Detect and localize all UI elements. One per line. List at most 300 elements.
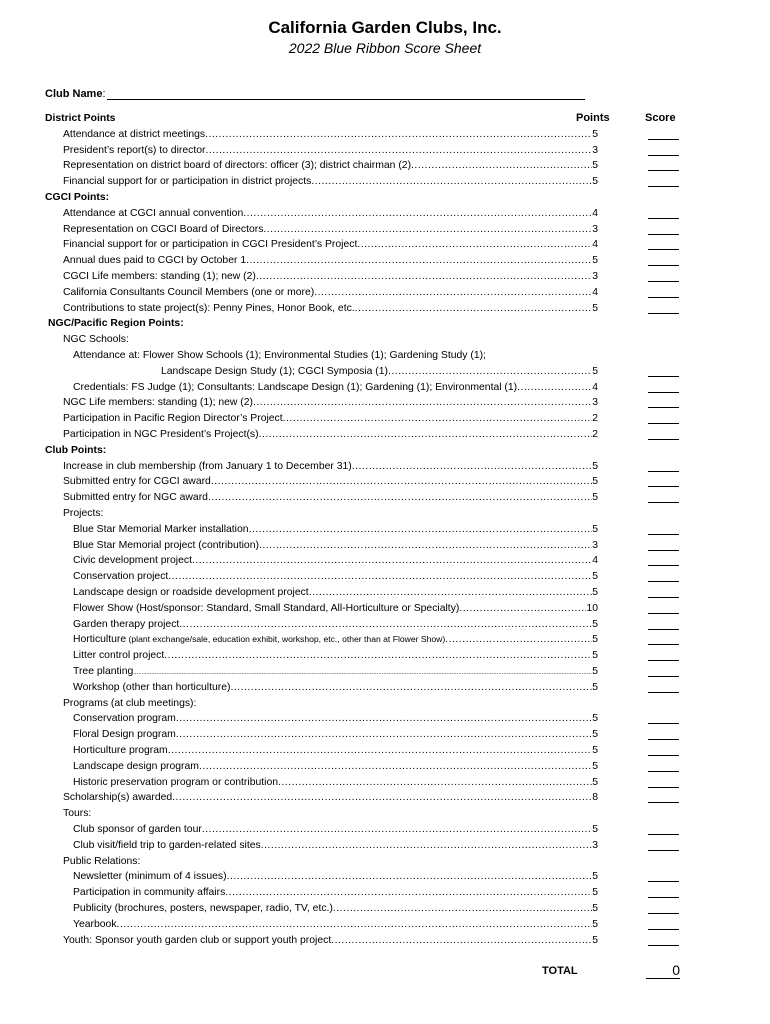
item-leader (73, 743, 598, 759)
score-item-row (0, 427, 770, 443)
item-description (73, 553, 192, 569)
score-item-row (0, 933, 770, 949)
item-description-text: Representation on CGCI Board of Directors (63, 223, 264, 235)
item-points: 5 (592, 713, 598, 725)
item-points: 5 (592, 365, 598, 377)
item-leader (73, 380, 598, 396)
subsection-label (0, 348, 770, 364)
score-blank[interactable] (648, 376, 679, 377)
item-leader (63, 395, 598, 411)
item-leader (73, 822, 598, 838)
item-leader (73, 538, 598, 554)
dot-leader (168, 743, 593, 759)
item-description (73, 885, 225, 901)
item-description-text: Blue Star Memorial project (contribution) (73, 539, 259, 551)
score-blank[interactable] (648, 170, 679, 171)
score-column-header: Score (645, 112, 676, 124)
score-blank[interactable] (648, 945, 679, 946)
item-description (63, 933, 331, 949)
item-description-text: Blue Star Memorial Marker installation (73, 523, 249, 535)
item-description (63, 395, 253, 411)
score-blank[interactable] (648, 392, 679, 393)
item-description-text: Publicity (brochures, posters, newspaper, radio, TV, etc.) (73, 903, 333, 914)
dot-leader (445, 632, 592, 648)
item-description-text: Yearbook (73, 918, 117, 930)
section-heading (0, 443, 770, 459)
score-blank[interactable] (648, 423, 679, 424)
total-label: TOTAL (542, 965, 578, 977)
item-description (73, 632, 445, 648)
dot-leader (331, 933, 592, 949)
item-leader (63, 174, 598, 190)
club-name-input-line[interactable] (107, 88, 585, 100)
dot-leader (249, 522, 593, 538)
item-points: 5 (592, 571, 598, 583)
score-blank[interactable] (648, 249, 679, 250)
score-blank[interactable] (648, 597, 679, 598)
item-points: 5 (592, 476, 598, 488)
subsection-label-text: Programs (at club meetings): (63, 697, 197, 709)
item-description-text: Youth: Sponsor youth garden club or support youth project (63, 934, 332, 946)
item-description (63, 222, 263, 238)
item-points: 5 (592, 302, 598, 314)
item-points: 5 (592, 255, 598, 267)
score-blank[interactable] (648, 660, 679, 661)
item-description-text: Landscape Design Study (1); CGCI Symposia (1) (161, 365, 388, 377)
item-description (73, 727, 176, 743)
item-points: 2 (592, 429, 598, 440)
score-item-row (0, 474, 770, 490)
dot-leader (192, 553, 592, 569)
item-description (73, 917, 117, 933)
score-item-row (0, 917, 770, 933)
item-leader (73, 775, 598, 791)
item-leader (63, 127, 598, 143)
item-leader (73, 522, 598, 538)
score-item-row (0, 680, 770, 696)
score-blank[interactable] (648, 155, 679, 156)
score-item-row (0, 632, 770, 648)
dot-leader (314, 285, 592, 301)
item-points: 5 (592, 934, 598, 946)
section-heading (0, 316, 770, 332)
score-blank[interactable] (648, 581, 679, 582)
score-blank[interactable] (648, 407, 679, 408)
score-blank[interactable] (648, 502, 679, 503)
score-item-row (0, 743, 770, 759)
item-description (73, 617, 179, 633)
score-blank[interactable] (648, 218, 679, 219)
item-points: 3 (592, 839, 598, 851)
item-description-text: Financial support for or participation in district projects (63, 176, 312, 188)
item-description (63, 427, 259, 443)
item-points: 5 (592, 760, 598, 772)
score-item-row (0, 127, 770, 143)
item-description-text: Civic development project (73, 555, 192, 567)
score-blank[interactable] (648, 439, 679, 440)
item-description-text: Litter control project (73, 650, 165, 662)
dot-leader (176, 727, 592, 743)
score-blank[interactable] (648, 139, 679, 140)
item-points: 4 (592, 239, 598, 251)
score-blank[interactable] (648, 629, 679, 630)
item-leader (73, 553, 598, 569)
item-points: 5 (592, 871, 598, 883)
score-blank[interactable] (648, 297, 679, 298)
item-description (73, 822, 202, 838)
section-heading-text: Club Points: (45, 444, 107, 456)
score-blank[interactable] (648, 313, 679, 314)
item-description-text: Attendance at district meetings (63, 128, 206, 140)
item-description-text: California Consultants Council Members (one or more) (63, 286, 315, 298)
score-blank[interactable] (648, 771, 679, 772)
dot-leader (311, 174, 592, 190)
dot-leader (205, 143, 592, 159)
club-name-field[interactable] (45, 88, 585, 100)
item-leader (63, 790, 598, 806)
item-leader (73, 711, 598, 727)
subsection-label (0, 332, 770, 348)
item-leader (161, 364, 598, 380)
item-description (73, 538, 259, 554)
score-item-row (0, 822, 770, 838)
score-item-row (0, 838, 770, 854)
score-blank[interactable] (648, 265, 679, 266)
item-points: 5 (592, 618, 598, 630)
dot-leader (388, 364, 592, 380)
item-description-text: Club sponsor of garden tour (73, 824, 202, 835)
item-description-text: Landscape design program (73, 760, 199, 772)
score-item-row (0, 143, 770, 159)
item-points: 5 (592, 492, 598, 504)
subsection-label (0, 806, 770, 822)
dot-leader (227, 869, 593, 885)
score-blank[interactable] (648, 755, 679, 756)
item-leader (73, 838, 598, 854)
item-points: 5 (592, 650, 598, 662)
item-leader (63, 206, 598, 222)
item-leader (73, 601, 598, 617)
section-heading (0, 111, 770, 127)
score-item-row (0, 585, 770, 601)
item-points: 3 (592, 397, 598, 409)
item-description-text: Landscape design or roadside development project (73, 587, 309, 598)
item-points: 5 (592, 523, 598, 535)
item-description (63, 490, 208, 506)
item-points: 3 (592, 144, 598, 156)
item-description (63, 206, 243, 222)
score-blank[interactable] (648, 739, 679, 740)
score-blank[interactable] (648, 802, 679, 803)
item-description (63, 411, 283, 427)
score-blank[interactable] (648, 913, 679, 914)
score-blank[interactable] (648, 565, 679, 566)
item-leader (73, 680, 598, 696)
item-description-text: Club visit/field trip to garden-related sites (73, 839, 261, 851)
score-item-row (0, 206, 770, 222)
item-description (73, 585, 309, 601)
item-points: 3 (592, 271, 598, 282)
item-description-text: Conservation project (73, 571, 169, 583)
item-description-text: Attendance at CGCI annual convention (63, 207, 244, 219)
score-item-row (0, 648, 770, 664)
subsection-label (0, 854, 770, 870)
subsection-label-text: Attendance at: Flower Show Schools (1); Environmental Studies (1); Gardening Study (1); (73, 350, 486, 361)
dot-leader (256, 269, 592, 285)
item-description-text: Credentials: FS Judge (1); Consultants: Landscape Design (1); Gardening (1); Environmental (1) (73, 381, 518, 393)
dot-leader (283, 411, 593, 427)
item-description-text: Financial support for or participation in CGCI President’s Project (63, 239, 358, 251)
score-blank[interactable] (648, 613, 679, 614)
item-description (63, 285, 314, 301)
item-description (63, 237, 357, 253)
score-blank[interactable] (648, 881, 679, 882)
score-item-row (0, 601, 770, 617)
item-description-text: NGC Life members: standing (1); new (2) (63, 397, 253, 409)
item-leader (63, 411, 598, 427)
dot-leader (411, 158, 592, 174)
dot-leader (517, 380, 592, 396)
item-description-text: Workshop (other than horticulture) (73, 681, 231, 693)
document-title: California Garden Clubs, Inc. (268, 18, 502, 37)
item-description-text: Annual dues paid to CGCI by October 1 (63, 255, 247, 267)
score-blank[interactable] (648, 850, 679, 851)
item-description-text: Flower Show (Host/sponsor: Standard, Small Standard, All-Horticulture or Specialty) (73, 602, 460, 614)
item-description-text: Historic preservation program or contribution (73, 776, 279, 788)
item-points: 5 (592, 776, 598, 788)
section-heading-text: District Points (45, 113, 116, 124)
dot-leader (243, 206, 592, 222)
dot-leader (199, 759, 592, 775)
item-description-text: Increase in club membership (from January 1 to December 31) (63, 460, 352, 472)
item-leader (73, 759, 598, 775)
item-points: 5 (592, 160, 598, 172)
item-leader (73, 917, 598, 933)
item-leader (73, 617, 598, 633)
item-leader (63, 269, 598, 285)
subsection-label-text: Tours: (63, 808, 92, 820)
subsection-label (0, 696, 770, 712)
subsection-label-text: NGC Schools: (63, 334, 129, 346)
dot-leader (309, 585, 593, 601)
item-description (63, 174, 311, 190)
item-description (63, 301, 355, 317)
item-description-text: Participation in Pacific Region Director’s Project (63, 413, 283, 425)
dot-leader (179, 617, 592, 633)
item-description-text: Scholarship(s) awarded (63, 792, 173, 804)
item-points: 3 (592, 539, 598, 551)
score-item-row (0, 790, 770, 806)
score-item-row (0, 885, 770, 901)
item-leader (73, 585, 598, 601)
item-description-text: Participation in NGC President’s Project(s) (63, 429, 259, 440)
score-item-row (0, 727, 770, 743)
item-points: 5 (592, 918, 598, 930)
score-item-row (0, 237, 770, 253)
dot-leader (117, 917, 593, 933)
item-leader (73, 869, 598, 885)
item-points: 5 (592, 587, 598, 598)
item-description-text: Conservation program (73, 713, 176, 725)
item-points: 5 (592, 176, 598, 188)
item-points: 4 (592, 381, 598, 393)
item-description (63, 790, 172, 806)
dot-leader (355, 301, 593, 317)
item-points: 5 (592, 745, 598, 756)
section-heading (0, 190, 770, 206)
score-item-row (0, 364, 770, 380)
item-leader (73, 569, 598, 585)
score-item-row (0, 553, 770, 569)
item-description (63, 127, 205, 143)
score-blank[interactable] (648, 929, 679, 930)
item-description-text: Tree planting (73, 666, 134, 677)
score-blank[interactable] (648, 550, 679, 551)
score-blank[interactable] (648, 234, 679, 235)
score-item-row (0, 522, 770, 538)
dot-leader (172, 790, 592, 806)
item-description (73, 711, 176, 727)
item-points: 5 (592, 128, 598, 140)
score-item-row (0, 490, 770, 506)
dot-leader (459, 601, 586, 617)
score-item-row (0, 285, 770, 301)
item-leader (63, 933, 598, 949)
score-blank[interactable] (648, 787, 679, 788)
item-leader (63, 490, 598, 506)
document-subtitle: 2022 Blue Ribbon Score Sheet (288, 40, 482, 56)
score-blank[interactable] (648, 692, 679, 693)
item-leader (73, 648, 598, 664)
club-name-label: Club Name (45, 88, 103, 100)
score-blank[interactable] (648, 471, 679, 472)
item-description (63, 269, 256, 285)
item-description-text: CGCI Life members: standing (1); new (2) (63, 271, 256, 282)
item-description (63, 143, 205, 159)
item-description-note: (plant exchange/sale, education exhibit, workshop, etc., other than at Flower Show) (126, 634, 446, 645)
item-points: 5 (592, 634, 598, 646)
total-value[interactable]: 0 (646, 962, 680, 979)
item-description (73, 601, 459, 617)
item-description (73, 664, 133, 680)
score-blank[interactable] (648, 486, 679, 487)
dot-leader (176, 711, 592, 727)
item-points: 5 (592, 666, 598, 677)
dot-leader (352, 459, 592, 475)
item-description-text: President’s report(s) to director (63, 144, 206, 156)
item-points: 8 (592, 792, 598, 804)
item-description-text: Newsletter (minimum of 4 issues) (73, 871, 227, 883)
item-description (73, 775, 278, 791)
item-description (63, 158, 411, 174)
score-blank[interactable] (648, 676, 679, 677)
item-leader (63, 474, 598, 490)
score-item-row (0, 869, 770, 885)
score-blank[interactable] (648, 534, 679, 535)
item-points: 4 (592, 555, 598, 567)
dot-leader (278, 775, 592, 791)
dot-leader (253, 395, 592, 411)
score-item-row (0, 301, 770, 317)
score-item-row (0, 775, 770, 791)
subsection-label (0, 506, 770, 522)
dot-leader (259, 538, 592, 554)
item-description-text: Floral Design program (73, 729, 176, 741)
score-item-row (0, 411, 770, 427)
item-leader (63, 143, 598, 159)
dot-leader (246, 253, 592, 269)
score-blank[interactable] (648, 186, 679, 187)
item-points: 3 (592, 223, 598, 235)
score-blank[interactable] (648, 723, 679, 724)
item-description (63, 459, 352, 475)
score-blank[interactable] (648, 834, 679, 835)
score-blank[interactable] (648, 644, 679, 645)
item-description (73, 648, 164, 664)
dot-leader (259, 427, 593, 443)
item-leader (63, 158, 598, 174)
item-points: 2 (592, 413, 598, 425)
item-description-text: Participation in community affairs (73, 887, 226, 899)
subsection-label-text: Public Relations: (63, 855, 141, 867)
item-leader (73, 901, 598, 917)
score-item-row (0, 253, 770, 269)
item-description (73, 838, 261, 854)
dot-leader (211, 474, 592, 490)
score-item-row (0, 901, 770, 917)
subsection-label-text: Projects: (63, 508, 104, 519)
item-points: 5 (592, 887, 598, 899)
dot-leader (333, 901, 592, 917)
score-item-row (0, 222, 770, 238)
item-leader (63, 459, 598, 475)
item-description (73, 901, 333, 917)
section-heading-text: CGCI Points: (45, 192, 110, 203)
item-leader (63, 285, 598, 301)
dot-leader (261, 838, 593, 854)
item-points: 5 (592, 460, 598, 472)
score-item-row (0, 538, 770, 554)
item-description (161, 364, 388, 380)
dot-leader (205, 127, 592, 143)
dot-leader (168, 569, 592, 585)
item-description (73, 569, 168, 585)
item-description-text: Representation on district board of directors: officer (3); district chairman (2) (63, 160, 412, 172)
score-blank[interactable] (648, 897, 679, 898)
dot-leader (230, 680, 592, 696)
score-item-row (0, 617, 770, 633)
item-points: 5 (592, 681, 598, 693)
item-leader (63, 222, 598, 238)
item-description-text: Garden therapy project (73, 618, 180, 630)
section-heading-text: NGC/Pacific Region Points: (48, 318, 184, 330)
item-leader (73, 632, 598, 648)
score-item-row (0, 380, 770, 396)
score-item-row (0, 569, 770, 585)
item-description (73, 680, 230, 696)
item-description (73, 759, 199, 775)
item-description-text: Contributions to state project(s): Penny Pines, Honor Book, etc. (63, 302, 355, 314)
item-points: 5 (592, 903, 598, 914)
item-leader (63, 237, 598, 253)
score-blank[interactable] (648, 281, 679, 282)
item-description (73, 380, 517, 396)
item-leader (63, 427, 598, 443)
item-points: 5 (592, 729, 598, 741)
dot-leader (357, 237, 592, 253)
item-description-text: Horticulture program (73, 745, 168, 756)
item-leader (63, 301, 598, 317)
